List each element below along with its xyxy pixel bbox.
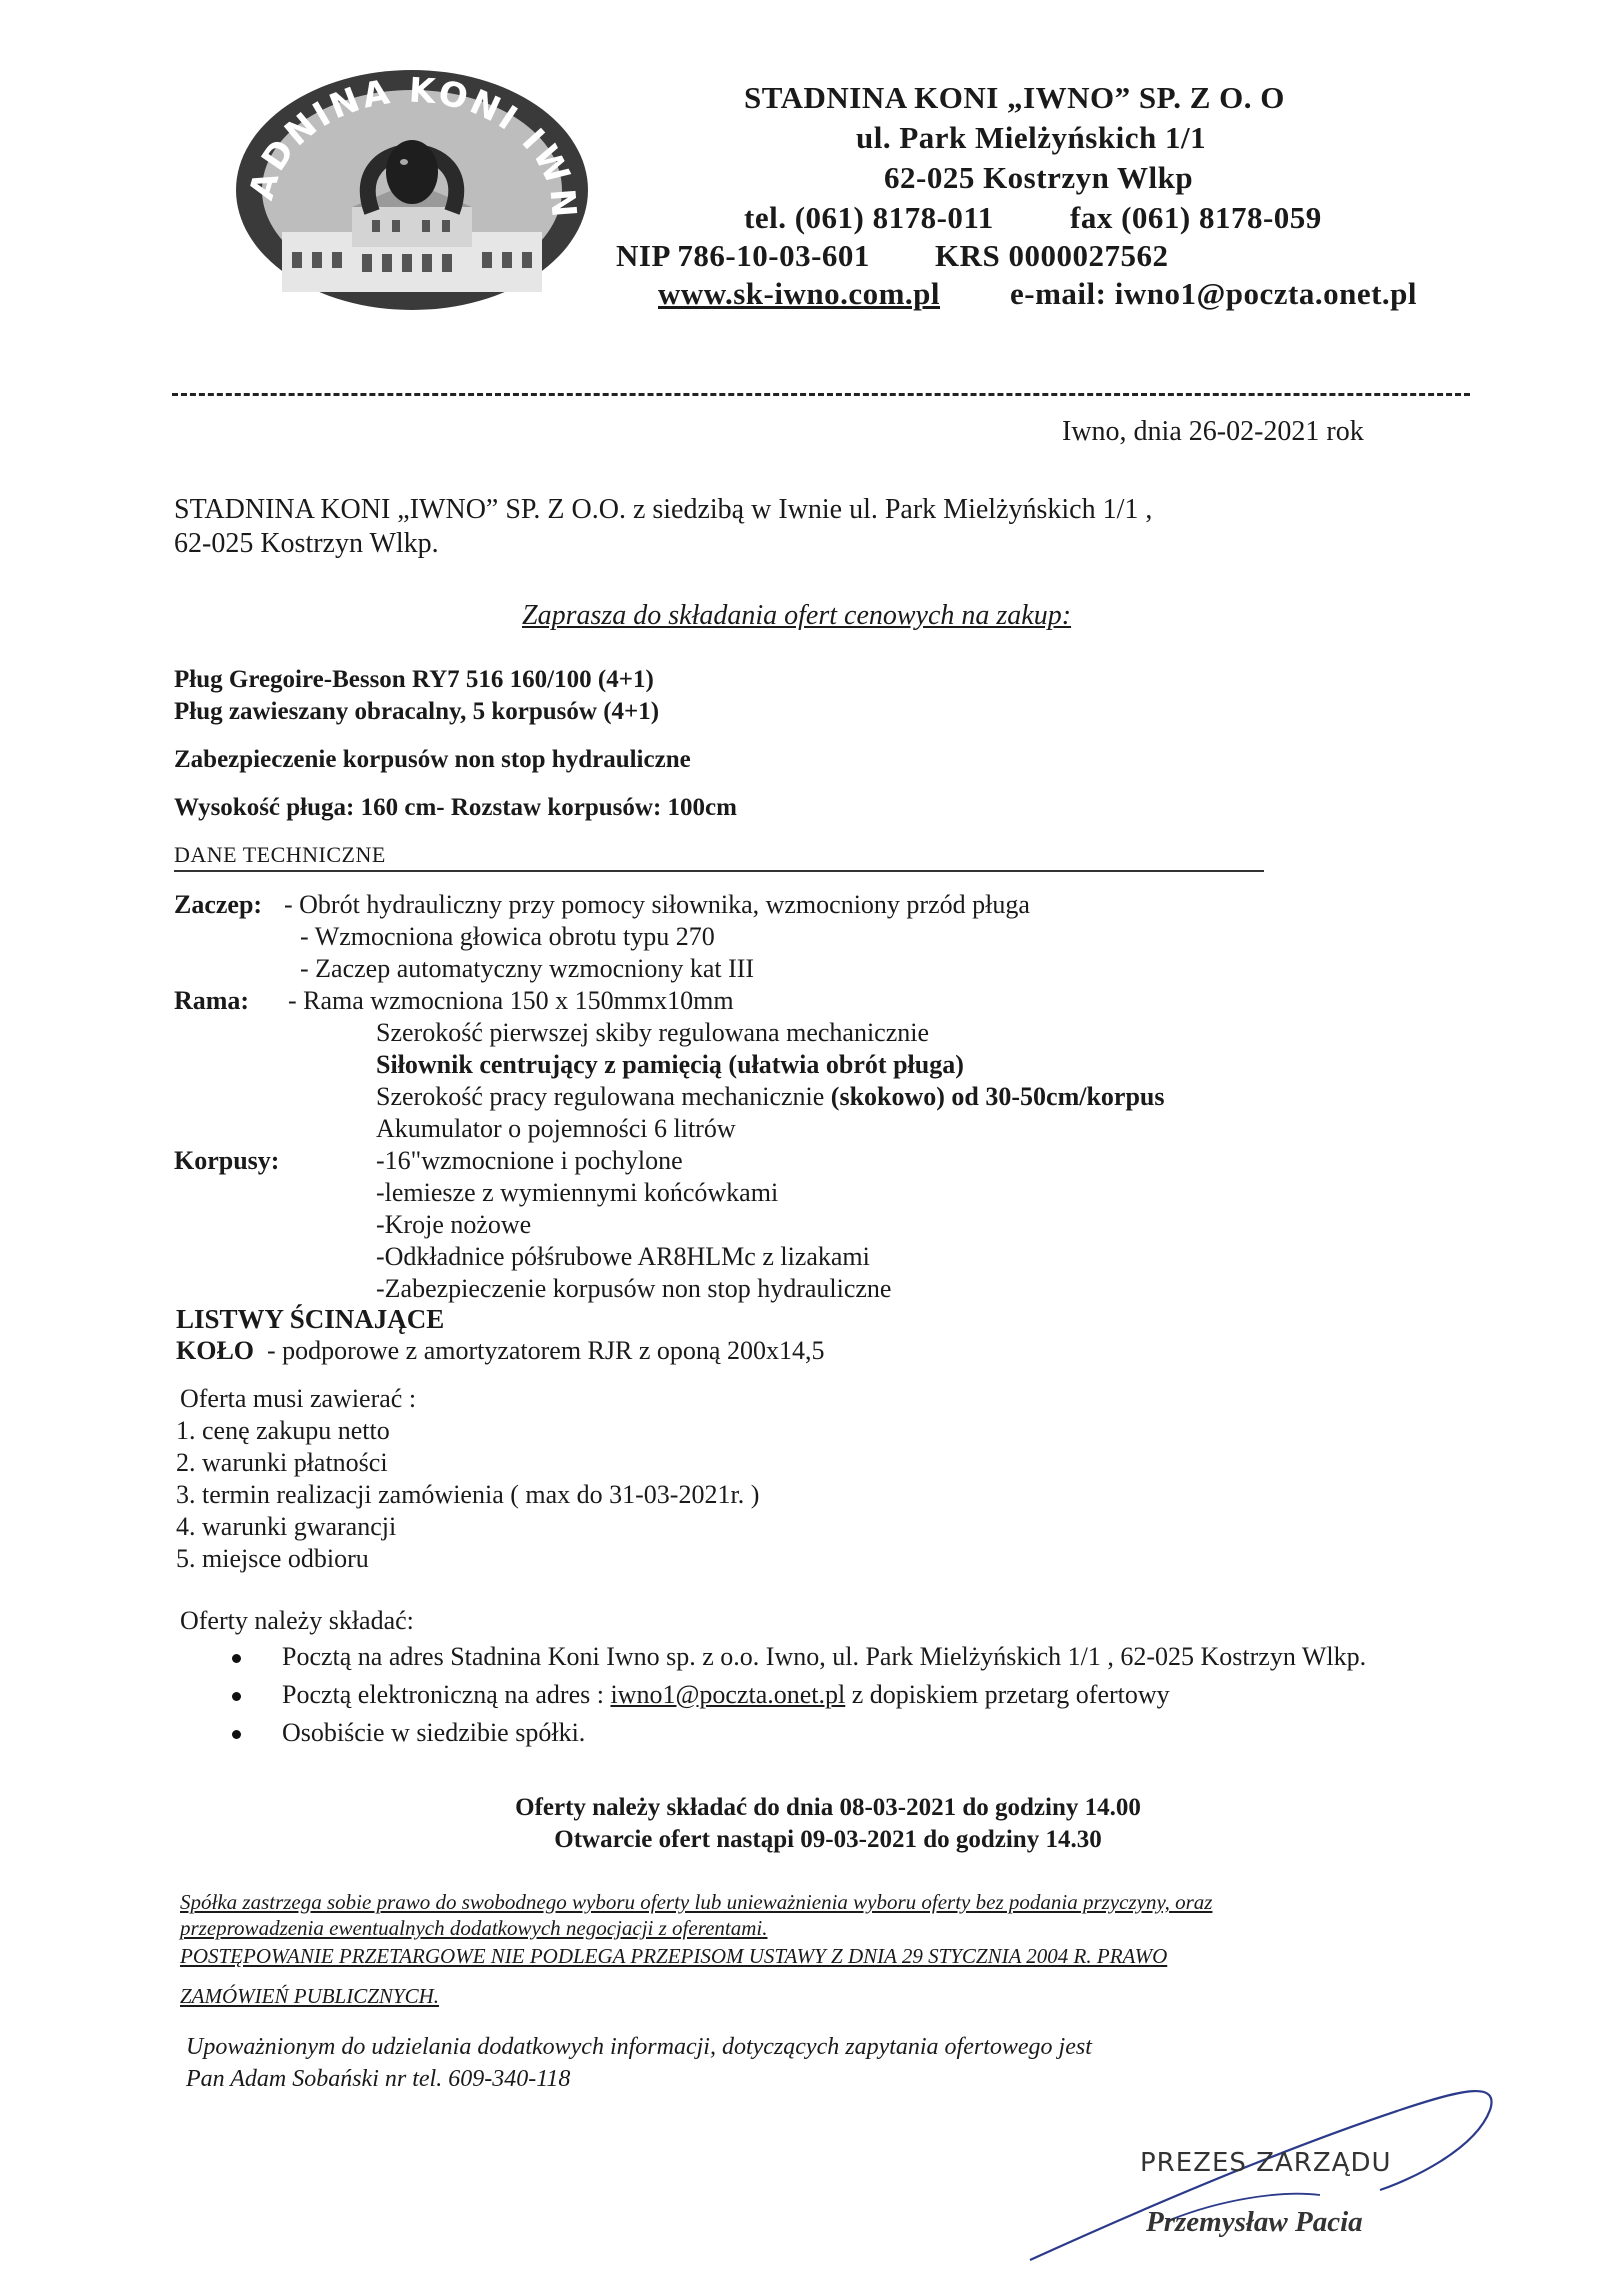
submission-item-email: Pocztą elektroniczną na adres : iwno1@poczta.onet.pl z dopiskiem przetarg ofertowy [282, 1680, 1170, 1709]
bullet-icon [232, 1692, 241, 1701]
reservation-line-2: przeprowadzenia ewentualnych dodatkowych negocjacji z oferentami. [180, 1916, 768, 1940]
company-nip: NIP 786-10-03-601 [616, 238, 870, 273]
intro-line-2: 62-025 Kostrzyn Wlkp. [174, 528, 439, 559]
tech-heading: DANE TECHNICZNE [174, 842, 1264, 872]
submission-email-link[interactable]: iwno1@poczta.onet.pl [610, 1680, 846, 1709]
deadline-opening: Otwarcie ofert nastąpi 09-03-2021 do godziny 14.30 [554, 1826, 1102, 1853]
submission-item-personal: Osobiście w siedzibie spółki. [282, 1718, 586, 1747]
law-notice-line-2: ZAMÓWIEŃ PUBLICZNYCH. [180, 1984, 440, 2008]
offer-item-3: 3. termin realizacji zamówienia ( max do 31-03-2021r. ) [176, 1480, 760, 1509]
company-website-link[interactable]: www.sk-iwno.com.pl [658, 276, 941, 311]
rama-item-1: - Rama wzmocniona 150 x 150mmx10mm [288, 986, 734, 1015]
product-type: Pług zawieszany obracalny, 5 korpusów (4+1) [174, 698, 660, 725]
listwy-heading: LISTWY ŚCINAJĄCE [176, 1304, 445, 1334]
company-logo [232, 62, 592, 312]
header-divider [172, 393, 1470, 396]
signature-name: Przemysław Pacia [1146, 2206, 1363, 2238]
zaczep-item-2: - Wzmocniona głowica obrotu typu 270 [300, 922, 715, 951]
zaczep-item-1: - Obrót hydrauliczny przy pomocy siłownika, wzmocniony przód pługa [284, 890, 1030, 919]
korpusy-item-5: -Zabezpieczenie korpusów non stop hydrauliczne [376, 1274, 892, 1303]
korpusy-item-4: -Odkładnice półśrubowe AR8HLMc z lizakami [376, 1242, 870, 1271]
offer-item-4: 4. warunki gwarancji [176, 1512, 397, 1541]
bullet-icon [232, 1654, 241, 1663]
company-name: STADNINA KONI „IWNO” SP. Z O. O [744, 80, 1285, 115]
zaczep-label: Zaczep: [174, 890, 263, 919]
rama-item-2: Szerokość pierwszej skiby regulowana mechanicznie [376, 1018, 930, 1047]
korpusy-item-3: -Kroje nożowe [376, 1210, 532, 1239]
law-notice-line-1: POSTĘPOWANIE PRZETARGOWE NIE PODLEGA PRZEPISOM USTAWY Z DNIA 29 STYCZNIA 2004 R. PRAWO [180, 1944, 1168, 1968]
offer-item-1: 1. cenę zakupu netto [176, 1416, 390, 1445]
intro-line-1: STADNINA KONI „IWNO” SP. Z O.O. z siedzibą w Iwnie ul. Park Mielżyńskich 1/1 , [174, 494, 1153, 525]
rama-item-3: Siłownik centrujący z pamięcią (ułatwia obrót pługa) [376, 1050, 964, 1079]
product-name: Pług Gregoire-Besson RY7 516 160/100 (4+1) [174, 666, 654, 693]
company-tel: tel. (061) 8178-011 [744, 200, 994, 235]
zaczep-item-3: - Zaczep automatyczny wzmocniony kat III [300, 954, 755, 983]
korpusy-item-1: -16"wzmocnione i pochylone [376, 1146, 683, 1175]
company-fax: fax (061) 8178-059 [1070, 200, 1322, 235]
submission-item-post: Pocztą na adres Stadnina Koni Iwno sp. z o.o. Iwno, ul. Park Mielżyńskich 1/1 , 62-025 Kostrzyn Wlkp. [282, 1642, 1367, 1671]
kolo-line: KOŁO - podporowe z amortyzatorem RJR z oponą 200x14,5 [176, 1336, 825, 1365]
offer-item-2: 2. warunki płatności [176, 1448, 388, 1477]
submission-heading: Oferty należy składać: [180, 1606, 414, 1635]
offer-heading: Oferta musi zawierać : [180, 1384, 417, 1413]
rama-item-5: Akumulator o pojemności 6 litrów [376, 1114, 736, 1143]
company-street: ul. Park Mielżyńskich 1/1 [856, 120, 1207, 155]
company-email: e-mail: iwno1@poczta.onet.pl [1010, 276, 1418, 311]
reservation-line-1: Spółka zastrzega sobie prawo do swobodnego wyboru oferty lub unieważnienia wyboru oferty bez podania przyczyny, oraz [180, 1890, 1213, 1914]
signature-title: PREZES ZARZĄDU [1140, 2148, 1392, 2178]
offer-item-5: 5. miejsce odbioru [176, 1544, 369, 1573]
korpusy-label: Korpusy: [174, 1146, 280, 1175]
contact-line-2: Pan Adam Sobański nr tel. 609-340-118 [186, 2066, 571, 2092]
rama-label: Rama: [174, 986, 250, 1015]
product-dimensions: Wysokość pługa: 160 cm- Rozstaw korpusów: 100cm [174, 794, 737, 821]
signature-block [1020, 2060, 1520, 2270]
bullet-icon [232, 1730, 241, 1739]
company-krs: KRS 0000027562 [935, 238, 1169, 273]
company-city: 62-025 Kostrzyn Wlkp [884, 160, 1194, 195]
korpusy-item-2: -lemiesze z wymiennymi końcówkami [376, 1178, 779, 1207]
product-protection: Zabezpieczenie korpusów non stop hydrauliczne [174, 746, 691, 773]
date-line: Iwno, dnia 26-02-2021 rok [1062, 416, 1364, 447]
svg-text:STADNINA KONI IWNO: ADNINA KONI IWN [241, 70, 584, 222]
rama-item-4: Szerokość pracy regulowana mechanicznie (skokowo) od 30-50cm/korpus [376, 1082, 1165, 1111]
contact-line-1: Upoważnionym do udzielania dodatkowych informacji, dotyczących zapytania ofertowego jest [186, 2034, 1092, 2060]
deadline-submit: Oferty należy składać do dnia 08-03-2021 do godziny 14.00 [515, 1794, 1141, 1821]
invitation-heading: Zaprasza do składania ofert cenowych na zakup: [522, 600, 1072, 631]
